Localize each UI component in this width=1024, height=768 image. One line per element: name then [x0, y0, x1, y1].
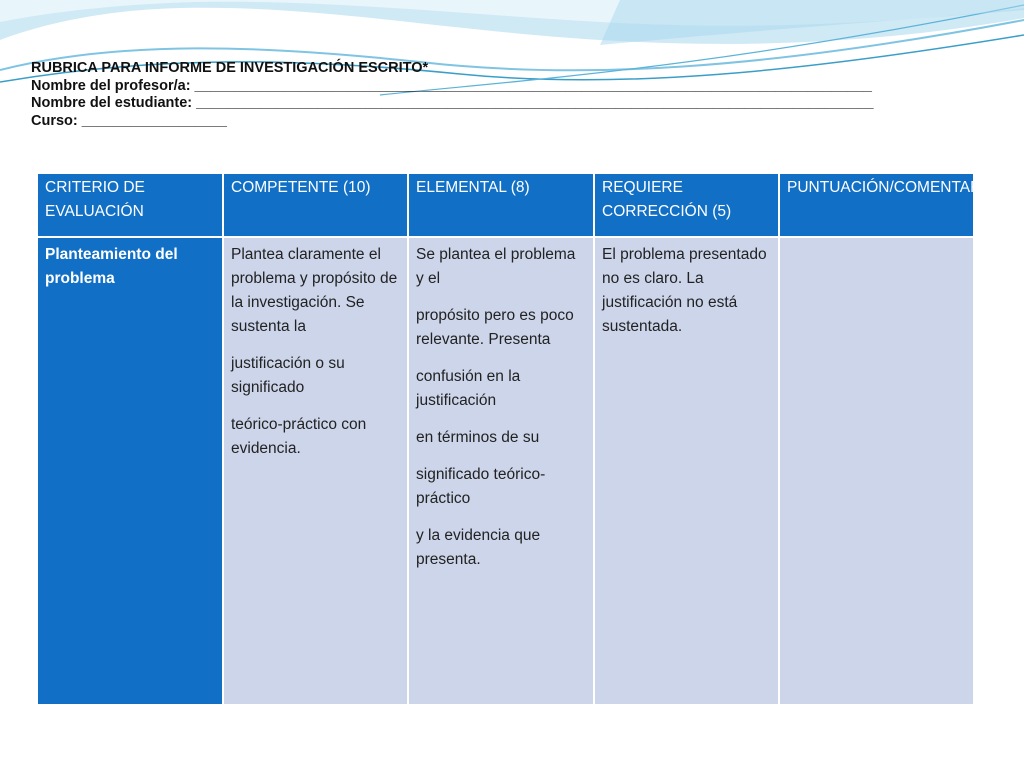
header-criterio: CRITERIO DE EVALUACIÓN — [37, 173, 223, 237]
professor-name-line: Nombre del profesor/a: ____________________________________________________________________________________ — [31, 77, 872, 94]
elemental-text: en términos de su — [416, 429, 540, 446]
elemental-text: Se plantea el problema y el — [416, 246, 576, 287]
student-name-line: Nombre del estudiante: ____________________________________________________________________________________ — [31, 95, 874, 111]
rubric-table — [36, 172, 1009, 706]
table-row — [37, 237, 974, 705]
competente-text: teórico-práctico con evidencia. — [231, 416, 367, 457]
rubric-title: RUBRICA PARA INFORME DE INVESTIGACIÓN ESCRITO* — [31, 60, 429, 76]
table-header-row — [37, 173, 974, 237]
elemental-text: propósito pero es poco relevante. Presenta — [416, 307, 574, 348]
elemental-text: y la evidencia que presenta. — [416, 527, 541, 568]
requiere-correccion-cell — [594, 237, 779, 705]
requiere-correccion-text: El problema presentado no es claro. La justificación no está sustentada. — [602, 246, 767, 335]
elemental-cell — [408, 237, 594, 705]
competente-text: justificación o su significado — [231, 355, 345, 396]
header-requiere-correccion: REQUIERE CORRECCIÓN (5) — [594, 173, 779, 237]
header-elemental: ELEMENTAL (8) — [408, 173, 594, 237]
competente-cell — [223, 237, 408, 705]
puntuacion-cell[interactable] — [779, 237, 974, 705]
criterion-cell: Planteamiento del problema — [37, 237, 223, 705]
rubric-header — [31, 60, 991, 130]
header-puntuacion-comentarios: PUNTUACIÓN/COMENTARIOS — [779, 173, 974, 237]
competente-text: Plantea claramente el problema y propósito de la investigación. Se sustenta la — [231, 246, 398, 335]
header-competente: COMPETENTE (10) — [223, 173, 408, 237]
elemental-text: significado teórico-práctico — [416, 466, 546, 507]
elemental-text: confusión en la justificación — [416, 368, 521, 409]
course-line: Curso: __________________ — [31, 112, 227, 129]
